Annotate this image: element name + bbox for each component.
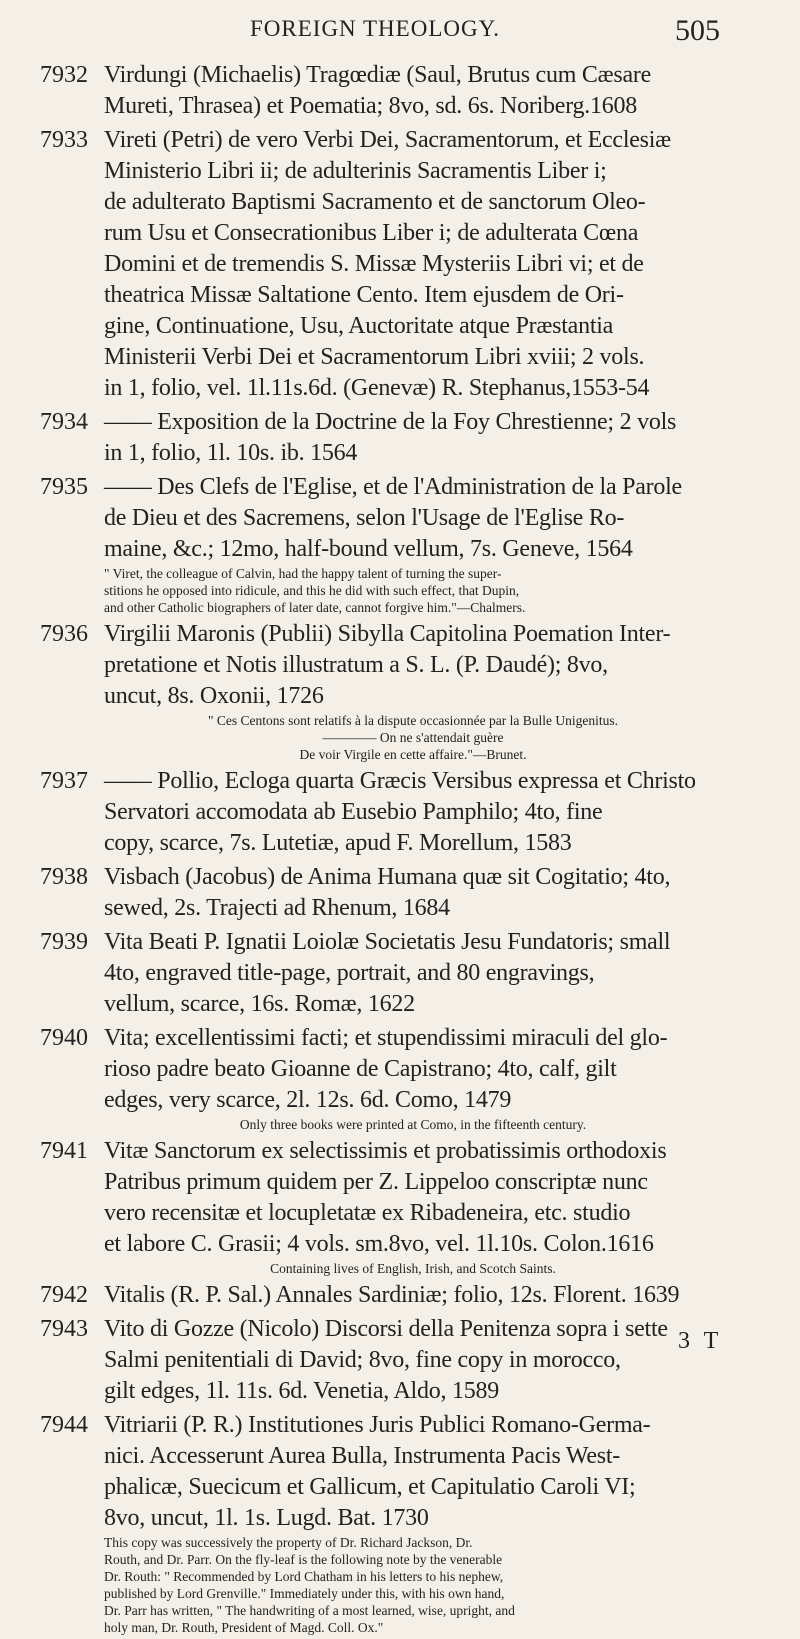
entry-text: Vito di Gozze (Nicolo) Discorsi della Penitenza sopra i sette Salmi penitentiali di David; 8vo, fine copy in morocco, gilt edges, 1l. 11s. 6d. Venetia, Aldo, 1589 — [104, 1316, 668, 1404]
entry-text: Vita Beati P. Ignatii Loiolæ Societatis Jesu Fundatoris; small 4to, engraved title-page, portrait, and 80 engravings, vellum, scarce, 16s. Romæ, 1622 — [104, 929, 671, 1017]
catalogue-entry — [0, 619, 800, 763]
entry-text: —— Des Clefs de l'Eglise, et de l'Administration de la Parole de Dieu et des Sacremens, selon l'Usage de l'Eglise Ro- maine, &c.; 12mo, half-bound vellum, 7s. Geneve, 1564 — [104, 474, 682, 562]
entry-note: This copy was successively the property of Dr. Richard Jackson, Dr. Routh, and Dr. Parr. On the fly-leaf is the following note by the venerable Dr. Routh: " Recommended by Lord Chatham in his letters to his nephew, published by Lord Grenville." Immediately under this, with his own hand, Dr. Parr has written, " The handwriting of a most learned, wise, upright, and holy man, Dr. Routh, President of Magd. Coll. Ox." — [104, 1535, 515, 1635]
entry-number: 7935 — [40, 474, 88, 500]
entry-number: 7937 — [40, 768, 88, 794]
entry-note: Only three books were printed at Como, in the fifteenth century. — [239, 1117, 587, 1132]
entry-text: Virdungi (Michaelis) Tragœdiæ (Saul, Brutus cum Cæsare Mureti, Thrasea) et Poematia; 8vo, sd. 6s. Noriberg.1608 — [104, 62, 652, 119]
catalogue-entry — [0, 60, 800, 122]
entry-number: 7938 — [40, 864, 88, 890]
entry-note: " Viret, the colleague of Calvin, had the happy talent of turning the super- stitions he opposed into ridicule, and this he did with such effect, that Dupin, and other Catholic biographers of later date, cannot forgive him."—Chalmers. — [104, 566, 526, 615]
entry-note: " Ces Centons sont relatifs à la dispute occasionnée par la Bulle Unigenitus. ———— On ne s'attendait guère De voir Virgile en cette affaire."—Brunet. — [207, 713, 619, 762]
catalogue-entry — [0, 472, 800, 616]
page-number: 505 — [675, 14, 720, 47]
entry-note: Containing lives of English, Irish, and Scotch Saints. — [270, 1261, 556, 1276]
entry-text: Vitalis (R. P. Sal.) Annales Sardiniæ; folio, 12s. Florent. 1639 — [104, 1282, 680, 1308]
running-head — [250, 16, 720, 46]
catalogue-entry — [0, 1410, 800, 1636]
entry-number: 7932 — [40, 62, 88, 88]
entry-text: Vita; excellentissimi facti; et stupendissimi miraculi del glo- rioso padre beato Gioanne de Capistrano; 4to, calf, gilt edges, very scarce, 2l. 12s. 6d. Como, 1479 — [104, 1025, 668, 1113]
catalogue-entry — [0, 766, 800, 859]
catalogue-entry — [0, 1023, 800, 1133]
entry-text: Vireti (Petri) de vero Verbi Dei, Sacramentorum, et Ecclesiæ Ministerio Libri ii; de adulterinis Sacramentis Liber i; de adulterato Baptismi Sacramento et de sanctorum Oleo- rum Usu et Consecrationibus Liber i; de adulterata Cœna Domini et de tremendis S. Missæ Mysteriis Libri vi; et de theatrica Missæ Saltatione Cento. Item ejusdem de Ori- gine, Continuatione, Usu, Auctoritate atque Præstantia Ministerii Verbi Dei et Sacramentorum Libri xviii; 2 vols. in 1, folio, vel. 1l.11s.6d. (Genevæ) R. Stephanus,1553-54 — [104, 127, 671, 401]
entry-text: Vitæ Sanctorum ex selectissimis et probatissimis orthodoxis Patribus primum quidem per Z. Lippeloo conscriptæ nunc vero recensitæ et locupletatæ ex Ribadeneira, etc. studio et labore C. Grasii; 4 vols. sm.8vo, vel. 1l.10s. Colon.1616 — [104, 1138, 667, 1257]
entry-number: 7940 — [40, 1025, 88, 1051]
entry-number: 7942 — [40, 1282, 88, 1308]
entry-number: 7944 — [40, 1412, 88, 1438]
entry-text: —— Exposition de la Doctrine de la Foy Chrestienne; 2 vols in 1, folio, 1l. 10s. ib. 1564 — [104, 409, 677, 466]
entry-number: 7934 — [40, 409, 88, 435]
catalogue-entry — [0, 125, 800, 404]
running-head-title: FOREIGN THEOLOGY. — [250, 16, 500, 41]
entry-text: Vitriarii (P. R.) Institutiones Juris Publici Romano-Germa- nici. Accesserunt Aurea Bulla, Instrumenta Pacis West- phalicæ, Suecicum et Gallicum, et Capitulatio Caroli VI; 8vo, uncut, 1l. 1s. Lugd. Bat. 1730 — [104, 1412, 651, 1531]
entry-number: 7936 — [40, 621, 88, 647]
catalogue-entry — [0, 1136, 800, 1277]
catalogue-entry — [0, 1280, 800, 1311]
catalogue-entries — [0, 60, 800, 1639]
signature-mark: 3 T — [678, 1328, 723, 1354]
entry-number: 7933 — [40, 127, 88, 153]
catalogue-entry — [0, 407, 800, 469]
entry-text: —— Pollio, Ecloga quarta Græcis Versibus expressa et Christo Servatori accomodata ab Eusebio Pamphilo; 4to, fine copy, scarce, 7s. Lutetiæ, apud F. Morellum, 1583 — [104, 768, 696, 856]
entry-number: 7939 — [40, 929, 88, 955]
entry-text: Virgilii Maronis (Publii) Sibylla Capitolina Poemation Inter- pretatione et Notis illustratum a S. L. (P. Daudé); 8vo, uncut, 8s. Oxonii, 1726 — [104, 621, 671, 709]
entry-number: 7943 — [40, 1316, 88, 1342]
entry-number: 7941 — [40, 1138, 88, 1164]
catalogue-entry — [0, 927, 800, 1020]
entry-text: Visbach (Jacobus) de Anima Humana quæ sit Cogitatio; 4to, sewed, 2s. Trajecti ad Rhenum, 1684 — [104, 864, 671, 921]
catalogue-entry — [0, 862, 800, 924]
